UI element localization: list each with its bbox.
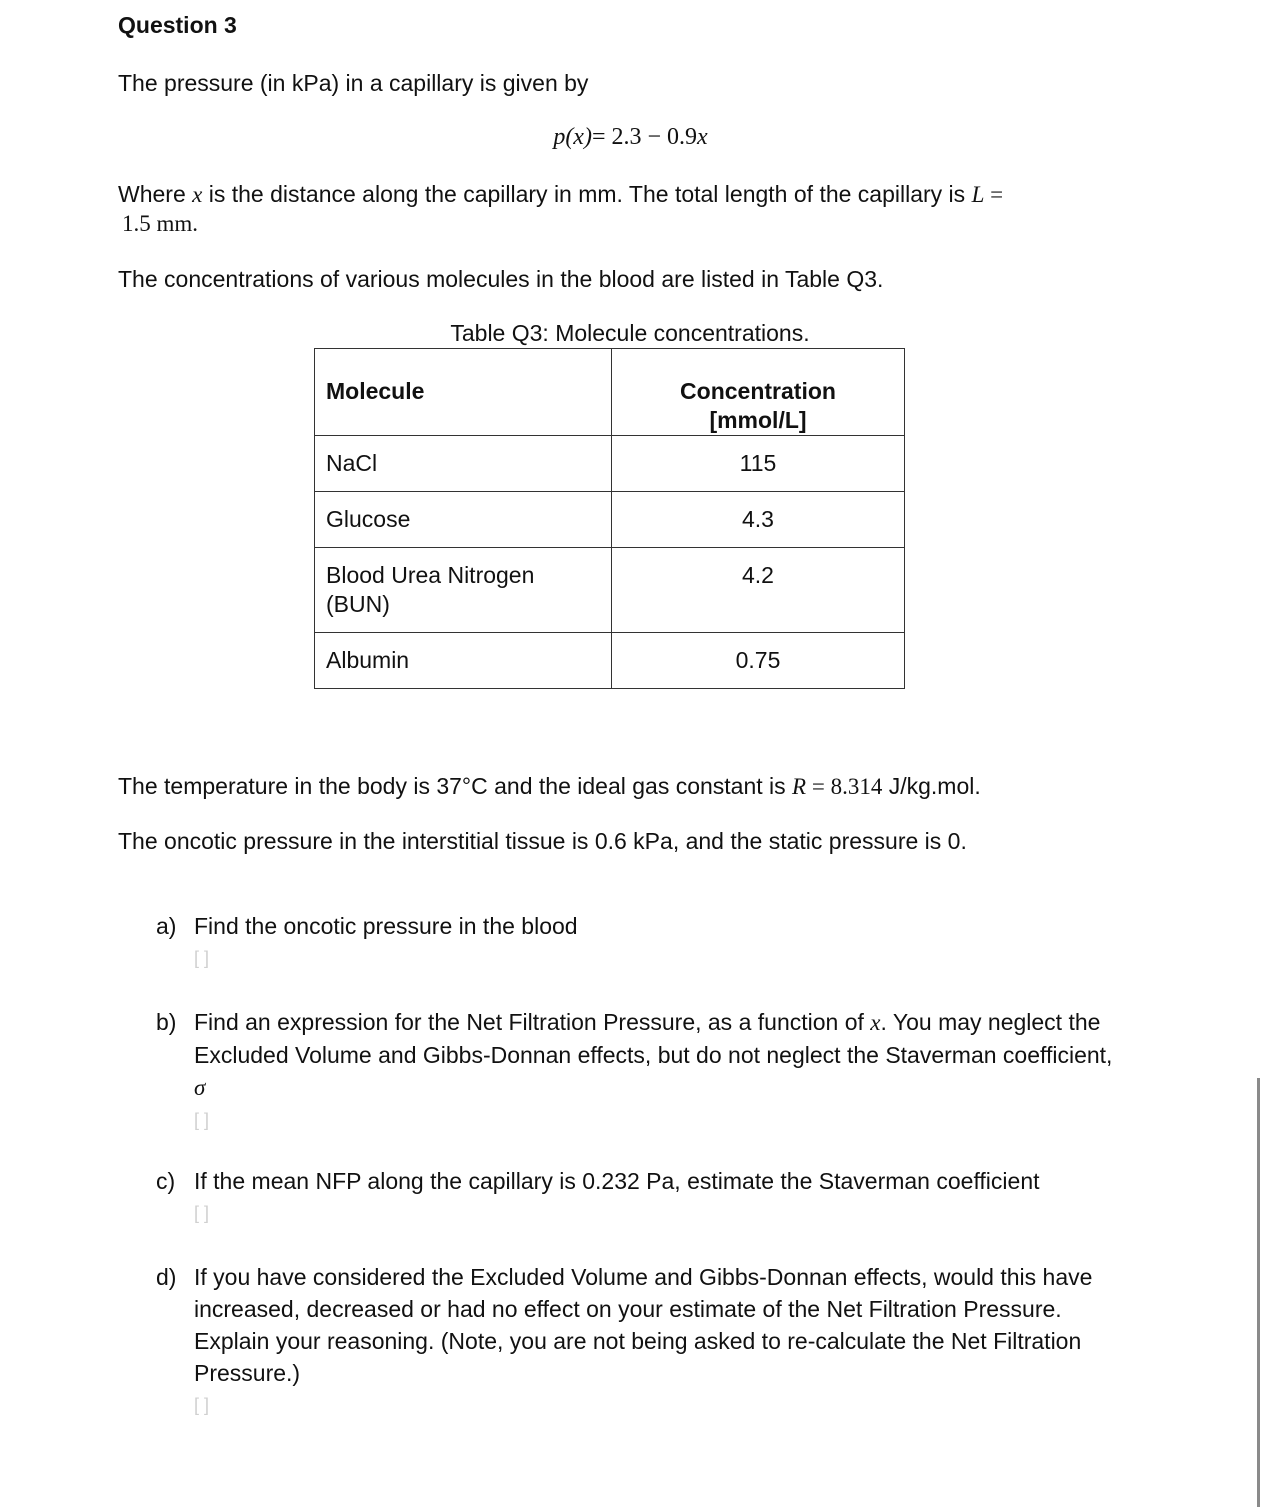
table-row	[315, 548, 905, 633]
molecule-table	[314, 348, 905, 689]
oncotic-text: The oncotic pressure in the interstitial tissue is 0.6 kPa, and the static pressure is 0.	[118, 828, 967, 854]
part-a-text	[194, 910, 1154, 974]
part-c-text	[194, 1165, 1154, 1229]
part-b-label: b)	[156, 1009, 177, 1035]
part-b	[156, 1006, 1156, 1136]
concentration-cell: 0.75	[612, 633, 905, 689]
part-c-label: c)	[156, 1168, 176, 1194]
part-c	[156, 1165, 1156, 1235]
part-d-label: d)	[156, 1264, 177, 1290]
molecule-cell: Glucose	[315, 492, 612, 548]
part-b-sigma: σ	[194, 1075, 206, 1100]
part-a-label: a)	[156, 913, 177, 939]
question-title: Question 3	[118, 12, 237, 38]
molecule-line2: (BUN)	[326, 591, 390, 617]
part-d	[156, 1261, 1156, 1431]
part-d-question: If you have considered the Excluded Volume and Gibbs-Donnan effects, would this have increased, decreased or had no effect on your estimate of the Net Filtration Pressure. Explain your reasoning. (Note, you are not being asked to re-calculate the Net Filtration Pressure.)	[194, 1264, 1093, 1386]
where-text-2: is the distance along the capillary in mm. The total length of the capillary is	[202, 181, 972, 207]
table-row	[315, 436, 905, 492]
header-concentration-line1: Concentration	[680, 378, 836, 404]
concentration-cell: 4.2	[612, 548, 905, 633]
where-line-2: 1.5 mm.	[122, 211, 199, 236]
part-a-question: Find the oncotic pressure in the blood	[194, 913, 578, 939]
equation-lhs: p(x)	[553, 124, 592, 150]
header-concentration-line2: [mmol/L]	[709, 407, 807, 433]
part-b-question	[194, 1006, 1114, 1104]
table-caption: Table Q3: Molecule concentrations.	[450, 320, 810, 346]
header-concentration	[612, 349, 905, 436]
concentration-cell: 115	[612, 436, 905, 492]
pressure-equation	[0, 124, 1261, 151]
part-b-marks: [ ]	[194, 1110, 210, 1130]
part-b-text	[194, 1006, 1114, 1136]
concentration-intro: The concentrations of various molecules in the blood are listed in Table Q3.	[118, 266, 884, 292]
table-header-row	[315, 349, 905, 436]
where-L: L	[971, 182, 985, 207]
part-b-text-1: Find an expression for the Net Filtration Pressure, as a function of	[194, 1009, 871, 1035]
table-row	[315, 633, 905, 689]
molecule-cell	[315, 548, 612, 633]
molecule-cell: NaCl	[315, 436, 612, 492]
molecule-cell: Albumin	[315, 633, 612, 689]
concentration-cell: 4.3	[612, 492, 905, 548]
molecule-line1: Blood Urea Nitrogen	[326, 562, 535, 588]
part-b-text-2: . You may neglect the Excluded Volume and Gibbs-Donnan effects, but do not neglect the Staverman coefficient,	[194, 1009, 1113, 1068]
part-b-x: x	[870, 1010, 881, 1035]
part-d-marks: [ ]	[194, 1395, 210, 1415]
gas-constant-value: = 8.314	[806, 774, 883, 799]
part-a-marks: [ ]	[194, 948, 210, 968]
temperature-sentence: The temperature in the body is 37°C and the ideal gas constant is	[118, 773, 793, 799]
where-text-1: Where	[118, 181, 193, 207]
part-c-marks: [ ]	[194, 1203, 210, 1223]
equation-var: x	[697, 124, 708, 150]
where-x: x	[192, 182, 203, 207]
where-eq: =	[984, 182, 1004, 207]
table-row	[315, 492, 905, 548]
scrollbar[interactable]	[1257, 1078, 1260, 1507]
intro-text: The pressure (in kPa) in a capillary is given by	[118, 70, 589, 96]
gas-constant-unit: J/kg.mol.	[882, 773, 981, 799]
header-molecule: Molecule	[315, 349, 612, 436]
temperature-text	[118, 771, 981, 802]
gas-constant-symbol: R	[792, 774, 807, 799]
part-d-text	[194, 1261, 1119, 1421]
equation-rhs: = 2.3 − 0.9	[591, 124, 698, 150]
part-a	[156, 910, 1156, 980]
where-line-1	[118, 179, 1003, 210]
part-c-question: If the mean NFP along the capillary is 0.232 Pa, estimate the Staverman coefficient	[194, 1168, 1040, 1194]
